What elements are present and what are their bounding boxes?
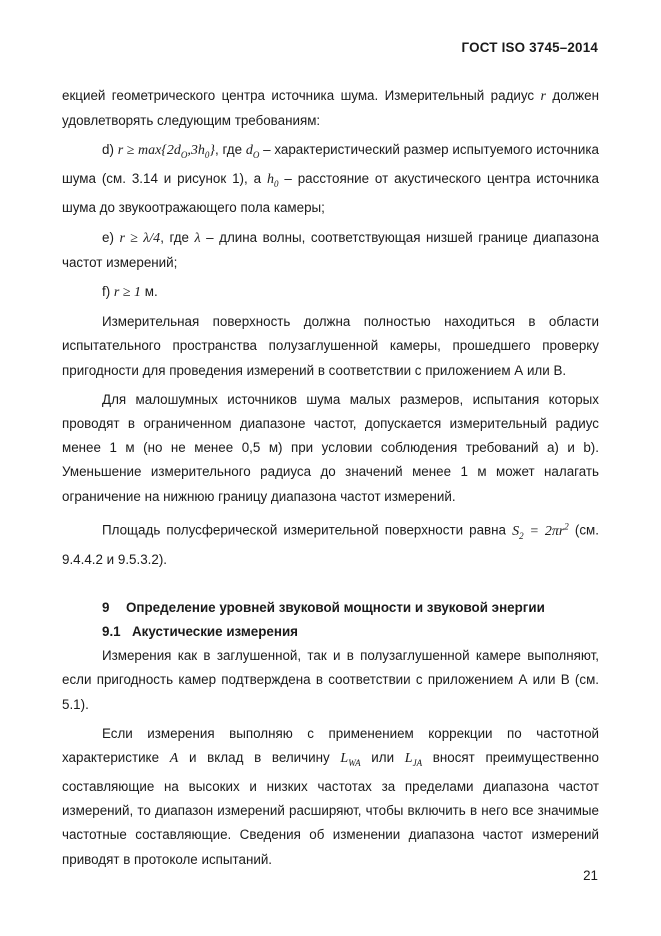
math-d-o: $d_O$ [245,143,260,161]
document-body [62,84,599,872]
list-item-e: e) r ≥ λ/4, где λ – длина волны, соответствующая низшей границе диапазона частот измерений; [62,229,599,270]
paragraph-chamber-measurements: Измерения как в заглушенной, так и в полузаглушенной камере выполняют, если пригодность камер подтверждена в соответствии с приложением А или В (см. 5.1). [62,648,599,712]
paragraph-low-noise-sources: Для малошумных источников шума малых размеров, испытания которых проводят в ограниченном диапазоне частот, допускается измерительный радиус менее 1 м (но не менее 0,5 м) при условии соблюдения требований a) и b). Уменьшение измерительного радиуса до значений менее 1 м может налагать ограничение на нижнюю границу диапазона частот измерений. [62,391,599,504]
formula-e: r ≥ λ/4 [119,230,161,246]
paragraph-measurement-surface: Измерительная поверхность должна полностью находиться в области испытательного пространства полузаглушенной камеры, прошедшего проверку пригодности для проведения измерений в соответствии с приложением А или В. [62,314,599,378]
page-number: 21 [583,868,598,883]
formula-d: $r \ge \max\{2d_O,3h_0\}$ [117,143,215,161]
list-item-f: f) r ≥ 1 м. [102,284,158,301]
math-LJA: $L_{JA}$ [404,750,423,768]
section-heading-9: 9 Определение уровней звуковой мощности и звуковой энергии [102,599,545,615]
formula-area: $S_2 = 2\pi r^2$ [512,520,569,541]
math-h0: $h_0$ [266,172,279,190]
paragraph-radius-intro: екцией геометрического центра источника шума. Измерительный радиус r должен удовлетворять следующим требованиям: [62,88,599,129]
math-r: r [540,89,546,104]
math-LWA: $L_{WA}$ [340,750,361,768]
math-A: A [169,750,179,766]
math-lambda: λ [194,230,201,246]
paragraph-hemisphere-area: Площадь полусферической измерительной поверхности равна $S_2 = 2\pi r^2$ (см. 9.4.4.2 и 9.5.3.2). [62,520,599,567]
formula-f: r ≥ 1 [113,285,142,301]
paragraph-frequency-correction: Если измерения выполняю с применением коррекции по частотной характеристике A и вклад в величину $L_{WA}$ или $L_{JA}$ вносят преимущественно составляющие на высоких и низких частотах за пределами диапазона частот измерений, то диапазон измерений расширяют, чтобы включить в него все значимые частотные составляющие. Сведения об изменении диапазона частот измерений приводят в протоколе испытаний. [62,725,599,867]
list-item-d: d) $r \ge \max\{2d_O,3h_0\}$, где $d_O$ – характеристический размер испытуемого источника шума (см. 3.14 и рисунок 1), а $h_0$ – расстояние от акустического центра источника шума до звукоотражающего пола камеры; [62,142,599,216]
section-heading-9-1: 9.1 Акустические измерения [102,623,298,639]
document-header: ГОСТ ISO 3745–2014 [461,40,598,55]
